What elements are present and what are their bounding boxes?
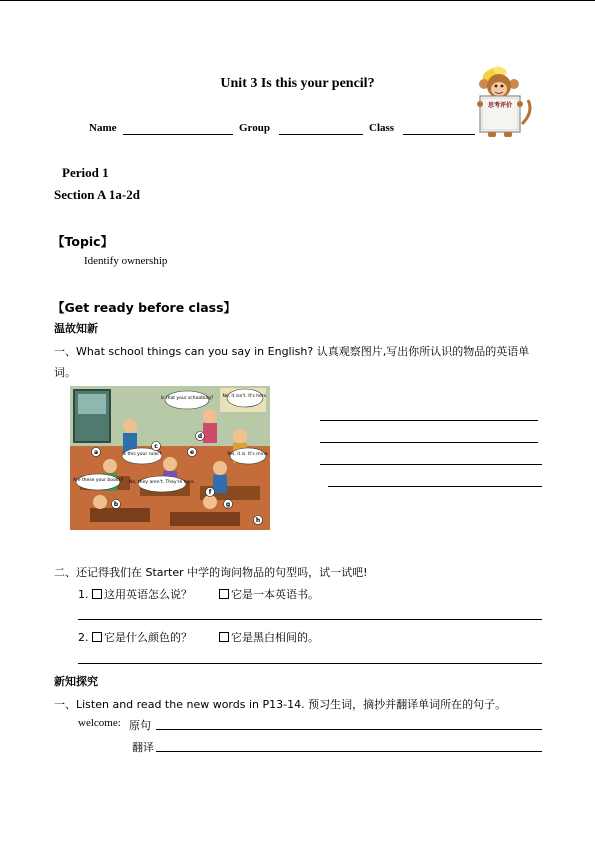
checkbox-icon[interactable] (92, 589, 102, 599)
group-label: Group (239, 122, 270, 134)
q2-answer-line[interactable] (78, 663, 542, 664)
name-label: Name (89, 122, 117, 134)
q2-number: 2. (78, 631, 89, 644)
answer-line-3[interactable] (320, 464, 542, 465)
topic-heading: 【Topic】 (52, 234, 114, 249)
task1-wrap: 词。 (54, 366, 76, 379)
bubble-2: No, it isn't. It's hers. (222, 394, 268, 399)
item-letter-g: g (225, 501, 231, 508)
class-blank[interactable] (403, 134, 475, 135)
original-label: 原句 (129, 719, 151, 732)
classroom-illustration (70, 386, 270, 530)
question-1 (78, 586, 319, 602)
get-ready-heading: 【Get ready before class】 (52, 300, 237, 315)
item-letter-f: f (208, 489, 212, 496)
item-letter-d: d (197, 433, 203, 440)
explore-task: 一、Listen and read the new words in P13-14. 预习生词，摘抄并翻译单词所在的句子。 (54, 698, 507, 711)
item-letter-h: h (255, 517, 261, 524)
q2-part-b: 它是黑白相间的。 (231, 631, 319, 644)
bubble-4: Yes, it is. It's mine. (227, 452, 269, 457)
item-letter-a: a (93, 449, 99, 456)
top-border (0, 0, 595, 1)
badge-text: 思考评价 (487, 102, 512, 109)
task1-text: 一、What school things can you say in English? 认真观察图片,写出你所认识的物品的英语单 (54, 345, 530, 358)
bubble-1: Is that your schoolbag? (160, 396, 214, 401)
bubble-6: No, they aren't. They're hers. (129, 480, 195, 485)
translation-label: 翻译 (132, 741, 154, 754)
bubble-3: Is this your ruler? (122, 452, 162, 457)
task2-text: 二、还记得我们在 Starter 中学的询问物品的句型吗，试一试吧! (54, 566, 368, 579)
period-title: Period 1 (62, 165, 109, 180)
page-title: Unit 3 Is this your pencil? (220, 76, 375, 91)
checkbox-icon[interactable] (219, 589, 229, 599)
answer-line-2[interactable] (320, 442, 538, 443)
q1-part-b: 它是一本英语书。 (231, 588, 319, 601)
bubble-5: Are these your books? (72, 478, 124, 483)
review-heading: 温故知新 (54, 322, 98, 335)
translation-line[interactable] (156, 751, 542, 752)
item-letter-e: e (189, 449, 195, 456)
q1-number: 1. (78, 588, 89, 601)
topic-text: Identify ownership (84, 255, 168, 267)
checkbox-icon[interactable] (92, 632, 102, 642)
word-welcome: welcome: (78, 717, 121, 729)
q2-part-a: 它是什么颜色的？ (104, 631, 192, 644)
q1-answer-line[interactable] (78, 619, 542, 620)
q1-part-a: 这用英语怎么说？ (104, 588, 192, 601)
answer-line-4[interactable] (328, 486, 542, 487)
answer-line-1[interactable] (320, 420, 538, 421)
item-letter-c: c (154, 443, 158, 450)
question-2 (78, 629, 319, 645)
original-line[interactable] (156, 729, 542, 730)
class-label: Class (369, 122, 395, 134)
item-letter-b: b (113, 501, 119, 508)
checkbox-icon[interactable] (219, 632, 229, 642)
group-blank[interactable] (279, 134, 363, 135)
section-title: Section A 1a-2d (54, 187, 140, 202)
explore-heading: 新知探究 (54, 675, 98, 688)
name-blank[interactable] (123, 134, 233, 135)
